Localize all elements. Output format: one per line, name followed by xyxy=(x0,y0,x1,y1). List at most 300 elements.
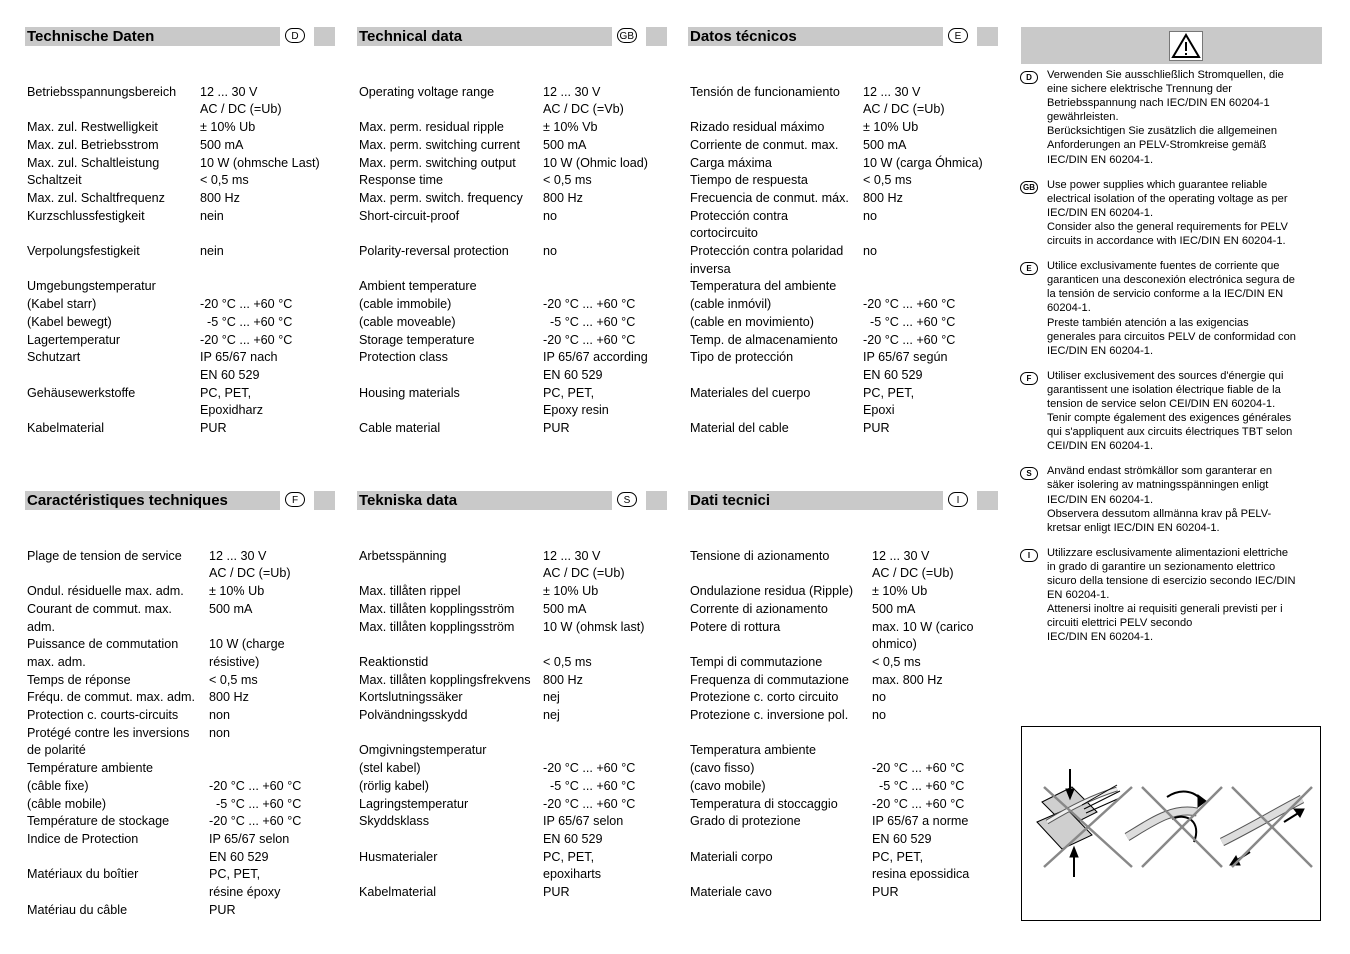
spec-row xyxy=(27,636,285,654)
spec-value: Epoxy resin xyxy=(543,403,609,418)
spec-label: (cavo mobile) xyxy=(690,778,766,793)
spec-label: Temps de réponse xyxy=(27,672,131,687)
section-header xyxy=(25,491,335,510)
spec-row xyxy=(27,101,282,119)
spec-row xyxy=(359,314,636,332)
spec-label: Protégé contre les inversions xyxy=(27,725,190,740)
spec-value: no xyxy=(872,690,887,705)
spec-label: Protection class xyxy=(359,350,448,365)
spec-label: Ambient temperature xyxy=(359,279,477,294)
spec-value: PC, PET, xyxy=(209,867,261,882)
row-spacer xyxy=(27,225,199,243)
spec-row xyxy=(27,725,231,743)
spec-row xyxy=(27,385,252,403)
spec-label: Housing materials xyxy=(359,385,460,400)
spec-value: EN 60 529 xyxy=(209,849,269,864)
spec-label: (cavo fisso) xyxy=(690,761,755,776)
warning-header xyxy=(1021,27,1322,64)
spec-value: -5 °C ... +60 °C xyxy=(543,778,636,793)
spec-row xyxy=(27,813,302,831)
language-badge: E xyxy=(1020,262,1038,275)
spec-label xyxy=(690,636,862,654)
spec-value: nej xyxy=(543,708,560,722)
spec-label: (câble fixe) xyxy=(27,778,89,793)
spec-label xyxy=(690,565,862,583)
section-title: Dati tecnici xyxy=(690,492,771,509)
row-spacer xyxy=(359,66,531,84)
spec-value: PC, PET, xyxy=(543,385,595,400)
warning-item xyxy=(1020,178,1330,248)
spec-value: max. 800 Hz xyxy=(872,672,943,687)
spec-row xyxy=(27,866,261,884)
spec-value: nej xyxy=(543,690,560,705)
spec-label: Indice de Protection xyxy=(27,831,139,846)
spec-value: < 0,5 ms xyxy=(543,173,592,188)
spec-row xyxy=(690,261,862,279)
spec-label: Max. tillåten rippel xyxy=(359,584,461,599)
spec-label: Response time xyxy=(359,173,443,188)
row-spacer xyxy=(359,636,531,654)
spec-value: 500 mA xyxy=(872,601,916,616)
spec-label: inversa xyxy=(690,261,731,276)
section-header xyxy=(357,27,667,46)
spec-label: (Kabel bewegt) xyxy=(27,314,112,329)
spec-row xyxy=(27,296,293,314)
spec-row xyxy=(359,367,603,385)
spec-label: Reaktionstid xyxy=(359,654,429,669)
spec-row xyxy=(27,831,290,849)
spec-value: -20 °C ... +60 °C xyxy=(209,778,302,793)
spec-label xyxy=(27,367,199,385)
spec-row xyxy=(27,84,258,102)
spec-row xyxy=(27,548,267,566)
section-datos-tecnicos xyxy=(688,27,998,436)
spec-row xyxy=(690,385,915,403)
spec-value: non xyxy=(209,725,231,740)
spec-label: Température de stockage xyxy=(27,814,170,829)
spec-value: -20 °C ... +60 °C xyxy=(543,796,636,811)
spec-row xyxy=(27,601,253,636)
spec-value: ± 10% Ub xyxy=(863,120,919,135)
spec-row xyxy=(27,190,240,208)
spec-row xyxy=(359,742,531,760)
row-spacer xyxy=(27,261,199,279)
spec-label: Protezione c. corto circuito xyxy=(690,690,839,705)
spec-row xyxy=(359,760,636,778)
spec-label: de polarité xyxy=(27,743,86,758)
spec-row xyxy=(359,866,602,884)
language-badge: S xyxy=(617,492,637,507)
cable-crush-illustration xyxy=(1037,769,1132,877)
spec-value: ± 10% Ub xyxy=(872,584,928,599)
spec-value: -20 °C ... +60 °C xyxy=(200,297,293,312)
spec-row xyxy=(359,172,592,190)
spec-value: 800 Hz xyxy=(863,190,903,205)
section-header xyxy=(688,27,998,46)
spec-value: -5 °C ... +60 °C xyxy=(872,778,965,793)
spec-row xyxy=(690,296,956,314)
row-spacer xyxy=(690,66,862,84)
spec-row xyxy=(690,742,862,760)
spec-label: Polvändningsskydd xyxy=(359,708,468,722)
section-title: Technical data xyxy=(359,28,463,45)
spec-label: max. adm. xyxy=(27,654,86,669)
spec-row xyxy=(690,813,969,831)
spec-row xyxy=(27,349,278,367)
spec-label: Kortslutningssäker xyxy=(359,690,463,705)
spec-row xyxy=(690,278,862,296)
spec-row xyxy=(690,654,921,672)
spec-row xyxy=(690,155,983,173)
spec-label: Plage de tension de service xyxy=(27,548,182,563)
spec-value: -5 °C ... +60 °C xyxy=(209,796,302,811)
spec-row xyxy=(690,565,954,583)
spec-label: Max. zul. Restwelligkeit xyxy=(27,120,158,135)
spec-value: 12 ... 30 V xyxy=(543,548,601,563)
spec-label: Max. tillåten kopplingsfrekvens xyxy=(359,672,531,687)
spec-label: Température ambiente xyxy=(27,761,154,776)
spec-label: Arbetsspänning xyxy=(359,548,447,563)
warning-text: Utilizzare esclusivamente alimentazioni elettriche in grado di garantire un sezionamento elettrico sicuro della tensione di esercizio secondo IEC/DIN EN 60204-1. Attenersi inoltre ai requisiti generali previsti per i circuiti elettrici PELV secondo IEC/DIN EN 60204-1. xyxy=(1047,546,1296,644)
spec-value: -20 °C ... +60 °C xyxy=(200,332,293,347)
spec-value: EN 60 529 xyxy=(543,831,603,846)
row-spacer xyxy=(27,66,199,84)
spec-row xyxy=(359,119,598,137)
warning-triangle-icon xyxy=(1169,31,1203,61)
spec-row xyxy=(359,707,560,725)
spec-row xyxy=(690,137,907,155)
spec-value: < 0,5 ms xyxy=(209,672,258,687)
spec-label: Cable material xyxy=(359,421,441,436)
row-spacer xyxy=(359,725,531,743)
spec-label: Kabelmaterial xyxy=(27,421,105,436)
spec-value: -20 °C ... +60 °C xyxy=(863,332,956,347)
spec-row xyxy=(27,760,199,778)
row-spacer xyxy=(690,725,862,743)
spec-row xyxy=(359,583,599,601)
spec-row xyxy=(27,367,260,385)
spec-row xyxy=(359,385,595,403)
spec-label: Corriente de conmut. max. xyxy=(690,137,839,152)
spec-label: Max. perm. residual ripple xyxy=(359,120,504,135)
spec-label: Betriebsspannungsbereich xyxy=(27,84,177,99)
spec-value: 10 W (Ohmic load) xyxy=(543,155,648,170)
spec-row xyxy=(359,565,625,583)
spec-label: Storage temperature xyxy=(359,332,475,347)
cable-pull-illustration xyxy=(1222,787,1312,867)
spec-row xyxy=(359,601,587,619)
spec-value: -20 °C ... +60 °C xyxy=(863,297,956,312)
spec-label: Ondulazione residua (Ripple) xyxy=(690,584,854,599)
warning-item xyxy=(1020,68,1330,167)
spec-value: -20 °C ... +60 °C xyxy=(872,761,965,776)
cable-handling-figure xyxy=(1021,726,1321,921)
spec-row xyxy=(27,654,260,672)
spec-row xyxy=(359,884,570,902)
spec-value: resina epossidica xyxy=(872,867,970,882)
spec-value: PUR xyxy=(200,421,227,436)
spec-row xyxy=(359,849,595,867)
spec-value: 500 mA xyxy=(543,601,587,616)
spec-label: Tensione di azionamento xyxy=(690,548,830,563)
warning-item xyxy=(1020,259,1330,358)
spec-label xyxy=(359,367,531,385)
spec-label xyxy=(359,866,531,884)
spec-row xyxy=(690,760,965,778)
spec-value: IP 65/67 selon xyxy=(543,814,624,829)
spec-value: PC, PET, xyxy=(200,385,252,400)
spec-value: 800 Hz xyxy=(543,672,583,687)
spec-value: < 0,5 ms xyxy=(543,654,592,669)
spec-label: Short-circuit-proof xyxy=(359,208,460,223)
section-tekniska-data xyxy=(357,491,667,900)
spec-label: Schutzart xyxy=(27,350,81,365)
spec-row xyxy=(690,866,970,884)
spec-label xyxy=(690,866,862,884)
spec-row xyxy=(690,583,928,601)
spec-row xyxy=(359,208,558,226)
spec-row xyxy=(359,137,587,155)
spec-row xyxy=(27,208,224,226)
spec-label: Max. perm. switch. frequency xyxy=(359,190,523,205)
spec-label: Temp. de almacenamiento xyxy=(690,332,838,347)
spec-row xyxy=(690,225,862,243)
spec-row xyxy=(690,796,965,814)
spec-value: EN 60 529 xyxy=(863,367,923,382)
spec-label: Husmaterialer xyxy=(359,849,438,864)
spec-value: 12 ... 30 V xyxy=(872,548,930,563)
spec-value: IP 65/67 según xyxy=(863,350,948,365)
spec-value: 12 ... 30 V xyxy=(863,84,921,99)
spec-label: Potere di rottura xyxy=(690,619,781,634)
spec-label: Kabelmaterial xyxy=(359,885,437,900)
spec-value: PC, PET, xyxy=(543,849,595,864)
spec-value: 500 mA xyxy=(209,601,253,616)
spec-value: 10 W (ohmsk last) xyxy=(543,619,645,634)
spec-label: Max. zul. Betriebsstrom xyxy=(27,137,159,152)
spec-row xyxy=(359,402,609,420)
language-badge: F xyxy=(1020,372,1038,385)
spec-table xyxy=(690,66,983,438)
warning-text: Verwenden Sie ausschließlich Stromquellen, die eine sichere elektrische Trennung der Betriebsspannung nach IEC/DIN EN 60204-1 gewährleisten. Berücksichtigen Sie zusätzlich die allgemeinen Anforderungen an PELV-Stromkreise gemäß IEC/DIN EN 60204-1. xyxy=(1047,69,1284,166)
spec-label: Temperatura di stoccaggio xyxy=(690,796,838,811)
language-badge: D xyxy=(285,28,305,43)
spec-value: 12 ... 30 V xyxy=(200,84,258,99)
spec-row xyxy=(27,778,302,796)
spec-row xyxy=(27,796,302,814)
spec-label: Protezione c. inversione pol. xyxy=(690,708,849,723)
spec-row xyxy=(27,420,227,438)
spec-table xyxy=(359,530,645,902)
spec-row xyxy=(359,332,636,350)
spec-value: -5 °C ... +60 °C xyxy=(200,314,293,329)
spec-label: Temperatura del ambiente xyxy=(690,279,837,294)
spec-label: Frequenza di commutazione xyxy=(690,672,849,687)
spec-label: Tiempo de respuesta xyxy=(690,173,808,188)
language-badge: D xyxy=(1020,71,1038,84)
section-header xyxy=(688,491,998,510)
spec-row xyxy=(359,155,648,173)
spec-value: PUR xyxy=(863,421,890,436)
spec-label xyxy=(690,367,862,385)
spec-row xyxy=(690,190,903,208)
spec-row xyxy=(27,742,199,760)
spec-value: 500 mA xyxy=(863,137,907,152)
section-technische-daten xyxy=(25,27,335,436)
spec-label xyxy=(27,849,199,867)
spec-row xyxy=(359,813,624,831)
spec-label: Carga máxima xyxy=(690,155,772,170)
spec-label xyxy=(690,402,862,420)
spec-value: PUR xyxy=(543,421,570,436)
spec-row xyxy=(690,849,924,867)
spec-row xyxy=(359,243,558,261)
spec-row xyxy=(359,689,560,707)
spec-label: Courant de commut. max. adm. xyxy=(27,601,172,634)
warning-list xyxy=(1020,68,1330,655)
spec-value: ± 10% Vb xyxy=(543,120,598,135)
spec-label: Matériaux du boîtier xyxy=(27,867,139,882)
row-spacer xyxy=(359,261,531,279)
spec-value: AC / DC (=Vb) xyxy=(543,102,624,117)
spec-value: 500 mA xyxy=(200,137,244,152)
spec-value: résistive) xyxy=(209,654,260,669)
spec-value: ± 10% Ub xyxy=(543,584,599,599)
spec-label: Tempi di commutazione xyxy=(690,654,823,669)
spec-row xyxy=(690,172,912,190)
spec-value: -5 °C ... +60 °C xyxy=(863,314,956,329)
spec-value: 800 Hz xyxy=(543,190,583,205)
spec-label: Skyddsklass xyxy=(359,814,429,829)
spec-table xyxy=(690,530,974,902)
spec-value: PC, PET, xyxy=(872,849,924,864)
spec-label: (cable en movimiento) xyxy=(690,314,814,329)
spec-row xyxy=(359,190,583,208)
warning-text: Utilice exclusivamente fuentes de corriente que garanticen una desconexión electrónica segura de la tensión de servicio conforme a la IEC/DIN EN 60204-1. Preste también atención a las exigencias generales para circuitos PELV de conformidad con IEC/DIN EN 60204-1. xyxy=(1047,260,1296,357)
spec-table xyxy=(27,530,302,919)
spec-row xyxy=(690,707,887,725)
spec-row xyxy=(690,243,878,261)
spec-row xyxy=(359,619,645,637)
spec-row xyxy=(690,208,878,226)
spec-label: Max. tillåten kopplingsström xyxy=(359,601,515,616)
spec-row xyxy=(27,672,258,690)
spec-label xyxy=(690,831,862,849)
spec-row xyxy=(359,101,624,119)
spec-label: Max. zul. Schaltfrequenz xyxy=(27,190,165,205)
spec-row xyxy=(690,402,895,420)
section-title: Technische Daten xyxy=(27,28,155,45)
spec-label: (Kabel starr) xyxy=(27,297,97,312)
spec-value: AC / DC (=Ub) xyxy=(863,102,945,117)
spec-label: Umgebungstemperatur xyxy=(27,279,156,294)
spec-label: Corrente di azionamento xyxy=(690,601,828,616)
spec-row xyxy=(359,831,603,849)
section-caracteristiques-techniques xyxy=(25,491,335,917)
spec-value: IP 65/67 selon xyxy=(209,831,290,846)
spec-label: Kurzschlussfestigkeit xyxy=(27,208,145,223)
language-badge: S xyxy=(1020,467,1038,480)
spec-value: < 0,5 ms xyxy=(863,173,912,188)
spec-row xyxy=(690,689,887,707)
warning-item xyxy=(1020,369,1330,454)
spec-label: Rizado residual máximo xyxy=(690,120,825,135)
language-badge: GB xyxy=(1020,181,1038,194)
spec-row xyxy=(359,654,592,672)
spec-label xyxy=(359,101,531,119)
spec-value: no xyxy=(543,244,558,258)
spec-value: 800 Hz xyxy=(200,190,240,205)
spec-value: no xyxy=(543,208,558,223)
language-badge: F xyxy=(285,492,305,507)
language-badge: E xyxy=(948,28,968,43)
spec-label: (câble mobile) xyxy=(27,796,107,811)
spec-value: no xyxy=(863,244,878,259)
spec-value: < 0,5 ms xyxy=(200,173,249,188)
spec-row xyxy=(359,796,636,814)
spec-value: IP 65/67 according xyxy=(543,350,648,365)
spec-value: 10 W (ohmsche Last) xyxy=(200,155,320,170)
warning-text: Använd endast strömkällor som garanterar en säker isolering av matningsspänningen enligt IEC/DIN EN 60204-1. Observera dessutom allmänna krav på PELV- kretsar enligt IEC/DIN EN 60204-1. xyxy=(1047,465,1273,534)
spec-value: PUR xyxy=(872,885,899,900)
spec-value: EN 60 529 xyxy=(200,367,260,382)
row-spacer xyxy=(359,530,531,548)
spec-value: 10 W (carga Óhmica) xyxy=(863,155,983,170)
spec-label xyxy=(27,402,199,420)
spec-value: ± 10% Ub xyxy=(209,584,265,599)
spec-label xyxy=(27,101,199,119)
spec-row xyxy=(27,402,264,420)
spec-row xyxy=(690,884,899,902)
row-spacer xyxy=(690,530,862,548)
spec-label: Frecuencia de conmut. máx. xyxy=(690,190,849,205)
spec-label xyxy=(27,565,199,583)
spec-label: Protección contra xyxy=(690,208,789,223)
spec-row xyxy=(690,619,974,637)
spec-label: Polarity-reversal protection xyxy=(359,244,509,258)
warning-text: Utiliser exclusivement des sources d'énergie qui garantissent une isolation électrique fiable de la tension de service selon CEI/DIN EN 60204-1. Tenir compte également des exigences générales qui s'appliquent aux circuits électriques TBT selon CEI/DIN EN 60204-1. xyxy=(1047,369,1293,453)
spec-table xyxy=(359,66,648,438)
language-badge: I xyxy=(948,492,968,507)
spec-row xyxy=(690,101,945,119)
spec-label xyxy=(690,101,862,119)
spec-row xyxy=(690,349,948,367)
spec-value: -20 °C ... +60 °C xyxy=(543,297,636,312)
spec-label xyxy=(359,402,531,420)
spec-row xyxy=(27,314,293,332)
spec-row xyxy=(690,367,923,385)
row-spacer xyxy=(27,530,199,548)
row-spacer xyxy=(359,225,531,243)
spec-label: Schaltzeit xyxy=(27,173,82,188)
spec-row xyxy=(690,831,932,849)
spec-label: cortocircuito xyxy=(690,226,758,241)
spec-value: Epoxi xyxy=(863,403,895,418)
warning-text: Use power supplies which guarantee reliable electrical isolation of the operating voltage as per IEC/DIN EN 60204-1. Consider also the general requirements for PELV circuits in accordance with IEC/DIN EN 60204-1. xyxy=(1047,178,1288,248)
spec-label: (cable moveable) xyxy=(359,314,456,329)
section-technical-data xyxy=(357,27,667,436)
spec-value: AC / DC (=Ub) xyxy=(543,566,625,581)
spec-value: no xyxy=(863,208,878,223)
spec-row xyxy=(690,601,916,619)
section-header xyxy=(357,491,667,510)
spec-value: ± 10% Ub xyxy=(200,120,256,135)
spec-row xyxy=(690,314,956,332)
spec-row xyxy=(27,689,249,707)
spec-label: Puissance de commutation xyxy=(27,637,179,652)
spec-value: epoxiharts xyxy=(543,867,602,882)
spec-value: AC / DC (=Ub) xyxy=(209,566,291,581)
